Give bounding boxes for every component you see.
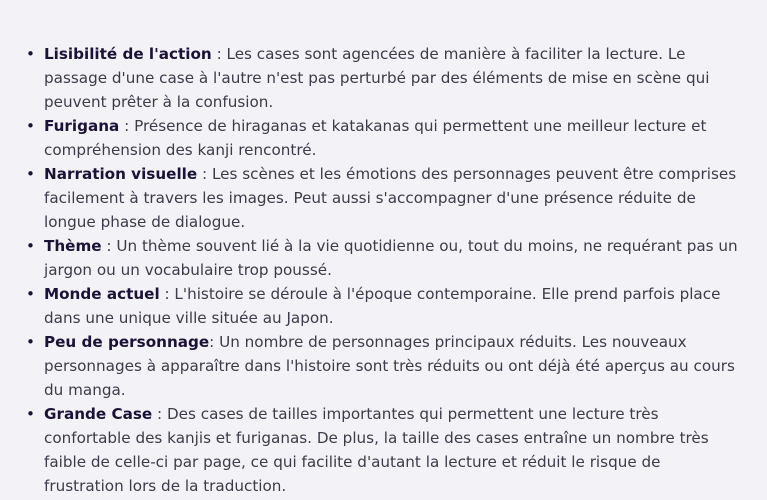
item-term: Thème	[44, 237, 102, 255]
item-term: Monde actuel	[44, 285, 160, 303]
bullet-icon: •	[26, 45, 35, 63]
item-description: : Les cases sont agencées de manière à faciliter la lecture. Le passage d'une case à l'autre n'est pas perturbé par des éléments de mise en scène qui peuvent prêter à la confusion.	[44, 45, 710, 111]
item-description: : Les scènes et les émotions des personnages peuvent être comprises facilement à travers les images. Peut aussi s'accompagner d'une présence réduite de longue phase de dialogue.	[44, 165, 737, 231]
bullet-icon: •	[26, 237, 35, 255]
list-item-lisibilite	[22, 42, 744, 114]
criteria-list	[0, 42, 767, 498]
item-description: : Un thème souvent lié à la vie quotidienne ou, tout du moins, ne requérant pas un jargon ou un vocabulaire trop poussé.	[44, 237, 738, 279]
item-term: Peu de personnage	[44, 333, 210, 351]
list-item-narration	[22, 162, 744, 234]
list-item-theme	[22, 234, 744, 282]
item-description: : Un nombre de personnages principaux réduits. Les nouveaux personnages à apparaître dans l'histoire sont très réduits ou ont déjà été aperçus au cours du manga.	[44, 333, 735, 399]
item-description: : L'histoire se déroule à l'époque contemporaine. Elle prend parfois place dans une unique ville située au Japon.	[44, 285, 721, 327]
bullet-icon: •	[26, 405, 35, 423]
bullet-icon: •	[26, 165, 35, 183]
item-term: Furigana	[44, 117, 120, 135]
list-item-personnages	[22, 330, 744, 402]
bullet-icon: •	[26, 333, 35, 351]
item-term: Lisibilité de l'action	[44, 45, 212, 63]
item-term: Grande Case	[44, 405, 153, 423]
criteria-section	[0, 42, 767, 498]
item-term: Narration visuelle	[44, 165, 198, 183]
list-item-monde-actuel	[22, 282, 744, 330]
item-description: : Des cases de tailles importantes qui permettent une lecture très confortable des kanjis et furiganas. De plus, la taille des cases entraîne un nombre très faible de celle-ci par page, ce qui facilite d'autant la lecture et réduit le risque de frustration lors de la traduction.	[44, 405, 709, 495]
bullet-icon: •	[26, 285, 35, 303]
bullet-icon: •	[26, 117, 35, 135]
list-item-grande-case	[22, 402, 744, 498]
item-description: : Présence de hiraganas et katakanas qui permettent une meilleur lecture et compréhension des kanji rencontré.	[44, 117, 707, 159]
list-item-furigana	[22, 114, 744, 162]
